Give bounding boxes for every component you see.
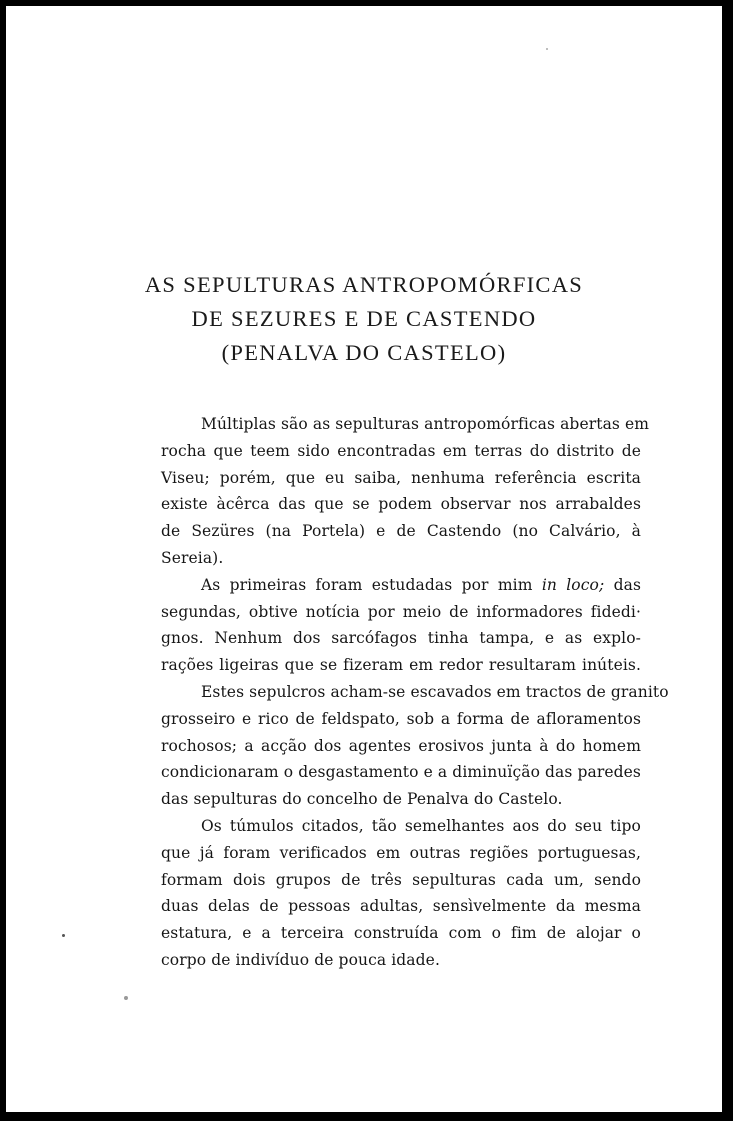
text-line: rochosos; a acção dos agentes erosivos junta à do homem <box>161 736 641 755</box>
text-line: rocha que teem sido encontradas em terras do distrito de <box>161 441 641 460</box>
text-line: grosseiro e rico de feldspato, sob a forma de afloramentos <box>161 709 641 728</box>
text-line: de Sezüres (na Portela) e de Castendo (no Calvário, à <box>161 522 641 541</box>
text-span: As primeiras foram estudadas por mim <box>201 575 533 594</box>
text-line: estatura, e a terceira construída com o fim de alojar o <box>161 924 641 943</box>
text-line: Os túmulos citados, tão semelhantes aos do seu tipo <box>201 816 641 835</box>
text-line: Estes sepulcros acham-se escavados em tractos de granito <box>201 682 669 701</box>
text-line: Múltiplas são as sepulturas antropomórficas abertas em <box>201 415 650 433</box>
text-line: segundas, obtive notícia por meio de informadores fidedi· <box>161 602 641 621</box>
text-line: duas delas de pessoas adultas, sensìvelmente da mesma <box>161 897 641 916</box>
book-page <box>6 6 722 1112</box>
ink-speck <box>124 996 128 1000</box>
paragraph <box>161 813 641 974</box>
text-line: existe àcêrca das que se podem observar nos arrabaldes <box>161 495 641 514</box>
ink-speck <box>546 48 548 50</box>
text-line: corpo de indivíduo de pouca idade. <box>161 950 440 969</box>
text-line: condicionaram o desgastamento e a diminuïção das paredes <box>161 763 641 782</box>
paragraph <box>161 411 650 572</box>
title-line: (PENALVA DO CASTELO) <box>221 340 507 365</box>
ink-speck <box>62 934 65 937</box>
paragraph <box>161 572 641 679</box>
title-line: AS SEPULTURAS ANTROPOMÓRFICAS <box>144 272 584 297</box>
text-line: Sereia). <box>161 548 224 567</box>
text-line: formam dois grupos de três sepulturas cada um, sendo <box>161 870 641 889</box>
italic-term: in loco; <box>541 575 605 594</box>
text-span: das <box>613 575 641 594</box>
title-line: DE SEZURES E DE CASTENDO <box>191 306 537 331</box>
show-through <box>156 92 676 114</box>
text-line: das sepulturas do concelho de Penalva do Castelo. <box>161 790 563 809</box>
text-line: gnos. Nenhum dos sarcófagos tinha tampa, e as explo- <box>161 629 641 648</box>
text-line <box>161 572 641 599</box>
paragraph <box>161 679 669 813</box>
article-title <box>6 268 722 370</box>
text-line: rações ligeiras que se fizeram em redor resultaram inúteis. <box>161 656 641 675</box>
text-line: Viseu; porém, que eu saiba, nenhuma referência escrita <box>161 468 641 487</box>
article-body <box>161 411 669 974</box>
text-line: que já foram verificados em outras regiões portuguesas, <box>161 843 641 862</box>
